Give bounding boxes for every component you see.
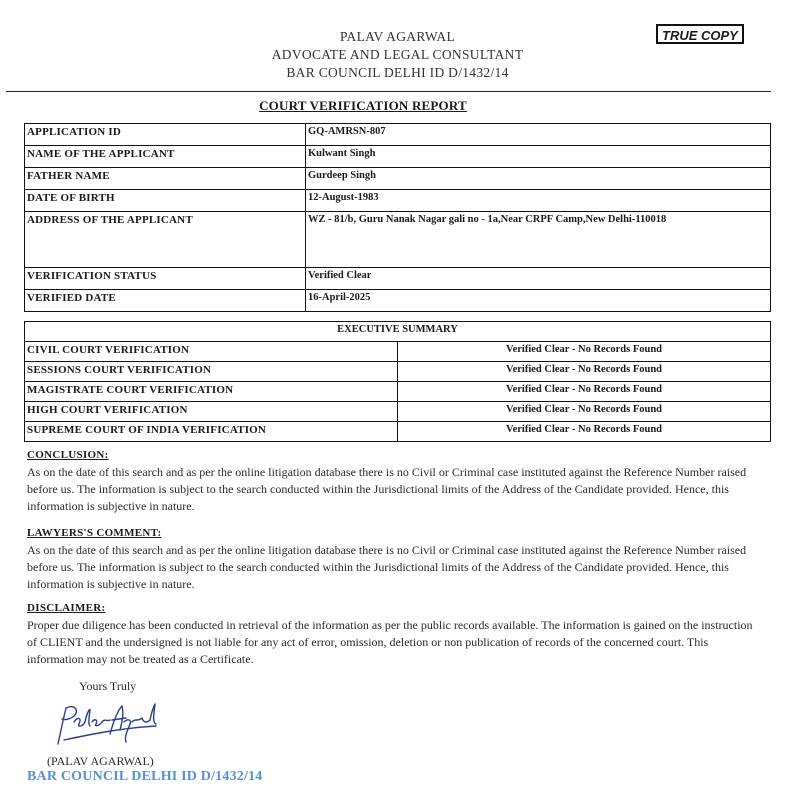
row-value: Kulwant Singh bbox=[306, 146, 771, 168]
executive-summary-title: EXECUTIVE SUMMARY bbox=[25, 322, 771, 342]
table-row bbox=[25, 290, 771, 312]
table-row bbox=[25, 402, 771, 422]
advocate-bar-id: BAR COUNCIL DELHI ID D/1432/14 bbox=[286, 65, 509, 80]
signatory-name: (PALAV AGARWAL) bbox=[47, 754, 154, 768]
report-title: COURT VERIFICATION REPORT bbox=[259, 98, 467, 113]
row-label: NAME OF THE APPLICANT bbox=[25, 146, 306, 168]
table-row bbox=[25, 382, 771, 402]
row-label: HIGH COURT VERIFICATION bbox=[25, 402, 398, 422]
conclusion-title: CONCLUSION: bbox=[27, 449, 109, 461]
lawyers-comment-section bbox=[27, 525, 759, 593]
conclusion-text: As on the date of this search and as per the online litigation database there is no Civil or Criminal case instituted against the Reference Number raised before us. The information is subject to the search conducted within the Jurisdictional limits of the Address of the Candidate provided. Hence, this information is subjective in nature. bbox=[27, 465, 747, 513]
table-row bbox=[25, 342, 771, 362]
lawyers-comment-text: As on the date of this search and as per the online litigation database there is no Civil or Criminal case instituted against the Reference Number raised before us. The information is subject to the search conducted within the Jurisdictional limits of the Address of the Candidate provided. Hence, this information is subjective in nature. bbox=[27, 543, 747, 591]
row-value: Verified Clear - No Records Found bbox=[398, 402, 771, 422]
disclaimer-text: Proper due diligence has been conducted in retrieval of the information as per the public records available. The information is gained on the instruction of CLIENT and the undersigned is not liable for any act of error, omission, deletion or non publication of records of the concerned court. This information may not be treated as a Certificate. bbox=[27, 618, 753, 666]
advocate-designation: ADVOCATE AND LEGAL CONSULTANT bbox=[271, 47, 524, 62]
conclusion-section bbox=[27, 447, 759, 515]
row-value: Verified Clear bbox=[306, 268, 771, 290]
row-label: ADDRESS OF THE APPLICANT bbox=[25, 212, 306, 268]
table-row bbox=[25, 190, 771, 212]
table-row bbox=[25, 212, 771, 268]
header-divider bbox=[6, 91, 771, 92]
table-row bbox=[25, 124, 771, 146]
advocate-name: PALAV AGARWAL bbox=[339, 29, 456, 44]
executive-summary-table bbox=[24, 321, 771, 442]
row-label: VERIFICATION STATUS bbox=[25, 268, 306, 290]
row-label: VERIFIED DATE bbox=[25, 290, 306, 312]
table-row bbox=[25, 146, 771, 168]
summary-header-row bbox=[25, 322, 771, 342]
closing-salutation: Yours Truly bbox=[79, 679, 137, 693]
disclaimer-section bbox=[27, 600, 759, 668]
row-value: Verified Clear - No Records Found bbox=[398, 422, 771, 442]
row-value: GQ-AMRSN-807 bbox=[306, 124, 771, 146]
disclaimer-title: DISCLAIMER: bbox=[27, 602, 106, 614]
row-value: 16-April-2025 bbox=[306, 290, 771, 312]
row-value: Verified Clear - No Records Found bbox=[398, 362, 771, 382]
row-value: WZ - 81/b, Guru Nanak Nagar gali no - 1a,Near CRPF Camp,New Delhi-110018 bbox=[306, 212, 771, 268]
table-row bbox=[25, 422, 771, 442]
row-value: Verified Clear - No Records Found bbox=[398, 382, 771, 402]
row-value: 12-August-1983 bbox=[306, 190, 771, 212]
row-label: CIVIL COURT VERIFICATION bbox=[25, 342, 398, 362]
row-label: APPLICATION ID bbox=[25, 124, 306, 146]
row-label: DATE OF BIRTH bbox=[25, 190, 306, 212]
signatory-bar-id: BAR COUNCIL DELHI ID D/1432/14 bbox=[27, 769, 263, 784]
lawyers-comment-title: LAWYERS'S COMMENT: bbox=[27, 527, 162, 539]
true-copy-stamp: TRUE COPY bbox=[656, 24, 744, 44]
row-label: MAGISTRATE COURT VERIFICATION bbox=[25, 382, 398, 402]
row-label: SESSIONS COURT VERIFICATION bbox=[25, 362, 398, 382]
applicant-details-table bbox=[24, 123, 771, 312]
row-value: Verified Clear - No Records Found bbox=[398, 342, 771, 362]
table-row bbox=[25, 362, 771, 382]
table-row bbox=[25, 268, 771, 290]
row-label: SUPREME COURT OF INDIA VERIFICATION bbox=[25, 422, 398, 442]
row-value: Gurdeep Singh bbox=[306, 168, 771, 190]
table-row bbox=[25, 168, 771, 190]
signature bbox=[52, 700, 162, 750]
row-label: FATHER NAME bbox=[25, 168, 306, 190]
